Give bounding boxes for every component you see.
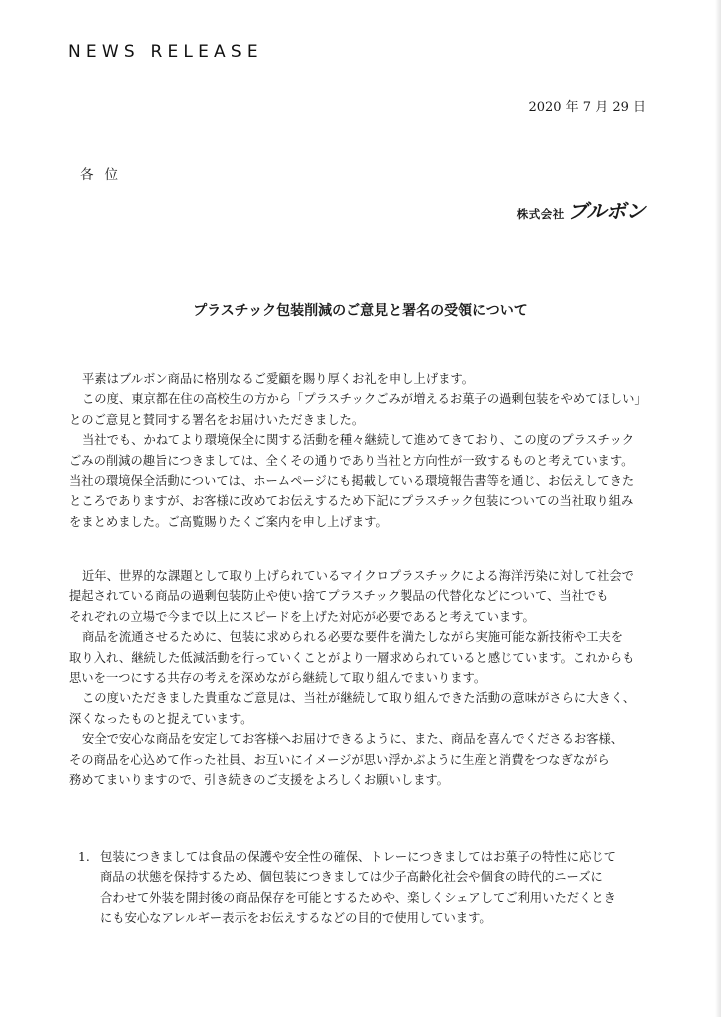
company-prefix: 株式会社 [516, 207, 565, 221]
text-line: 当社でも、かねてより環境保全に関する活動を種々継続して進めてきており、この度のプラスチック [82, 433, 635, 448]
text-line: 商品の状態を保持するため、個包装につきましては少子高齢化社会や個食の時代的ニーズに [100, 870, 603, 885]
numbered-list [78, 847, 658, 929]
list-item [78, 847, 658, 929]
text-line: 平素はブルボン商品に格別なるご愛顧を賜り厚くお礼を申し上げます。 [82, 372, 475, 386]
company-name: ブルボン [567, 199, 645, 223]
text-line: にも安心なアレルギー表示をお伝えするなどの目的で使用しています。 [100, 911, 492, 926]
text-line: ところでありますが、お客様に改めてお伝えするため下記にプラスチック包装についての当社取り組み [69, 494, 634, 509]
text-line: ごみの削減の趣旨につきましては、全くその通りであり当社と方向性が一致するものと考えています。 [69, 453, 634, 468]
news-release-heading: NEWS RELEASE [68, 42, 263, 62]
list-item-number: 1. [78, 850, 90, 864]
text-line: 合わせて外装を開封後の商品保存を可能とするためや、楽しくシェアしてご利用いただくとき [100, 890, 616, 905]
text-line: その商品を心込めて作った社員、お互いにイメージが思い浮かぶように生産と消費をつなぎながら [69, 752, 610, 767]
text-line: この度、東京都在住の高校生の方から「プラスチックごみが増えるお菓子の過剰包装をやめてほしい」 [82, 392, 647, 407]
text-line: をまとめました。ご高覧賜りたくご案内を申し上げます。 [69, 514, 388, 529]
company-logo [517, 195, 645, 224]
text-line: 思いを一つにする共存の考えを深めながら継続して取り組んでまいります。 [69, 670, 487, 685]
text-line: 安全で安心な商品を安定してお客様へお届けできるように、また、商品を喜んでくださるお客様、 [82, 732, 624, 747]
text-line: それぞれの立場で今まで以上にスピードを上げた対応が必要であると考えています。 [69, 609, 535, 624]
text-line: 包装につきましては食品の保護や安全性の確保、トレーにつきましてはお菓子の特性に応じて [100, 850, 616, 864]
text-line: 当社の環境保全活動については、ホームページにも掲載している環境報告書等を通じ、お伝えしてきた [69, 473, 635, 488]
text-line: 近年、世界的な課題として取り上げられているマイクロプラスチックによる海洋汚染に対して社会で [82, 569, 634, 583]
text-line: とのご意見と賛同する署名をお届けいただきました。 [69, 412, 365, 427]
document-title: プラスチック包装削減のご意見と署名の受領について [193, 303, 528, 319]
text-line: この度いただきました貴重なご意見は、当社が継続して取り組んできた活動の意味がさらに大きく、 [82, 691, 636, 706]
text-line: 務めてまいりますので、引き続きのご支援をよろしくお願いします。 [69, 772, 449, 787]
body-paragraphs-intro [69, 369, 653, 532]
text-line: 取り入れ、継続した低減活動を行っていくことがより一層求められていると感じています。これからも [69, 650, 635, 665]
page-edge-shadow [715, 0, 721, 1017]
text-line: 提起されている商品の過剰包装防止や使い捨てプラスチック製品の代替化などについて、当社でも [69, 589, 609, 604]
body-paragraphs-main [69, 566, 653, 790]
list-item-text [100, 847, 616, 929]
text-line: 商品を流通させるために、包装に求められる必要な要件を満たしながら実施可能な新技術や工夫を [82, 630, 624, 645]
text-line: 深くなったものと捉えています。 [69, 711, 253, 726]
release-date: 2020 年 7 月 29 日 [528, 100, 646, 115]
addressee: 各位 [80, 167, 129, 183]
